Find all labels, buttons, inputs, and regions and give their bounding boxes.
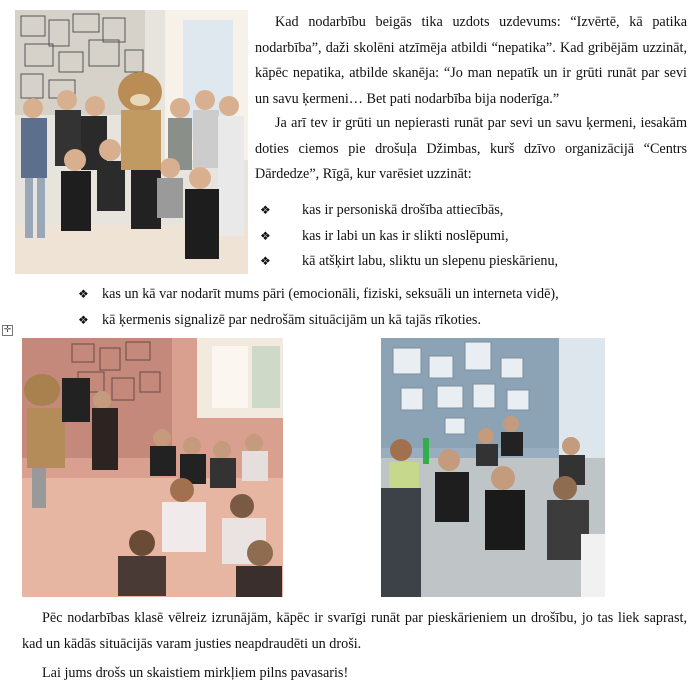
list-item: ❖ kā ķermenis signalizē par nedrošām situācijām un kā tajās rīkoties.: [78, 308, 688, 334]
topics-list-wide: [78, 282, 688, 333]
list-item: ❖ kas un kā var nodarīt mums pāri (emocionāli, fiziski, seksuāli un interneta vidē),: [78, 282, 688, 308]
bullet-diamond-icon: ❖: [260, 203, 271, 217]
classroom-photo-pink: [22, 338, 283, 597]
list-item: ❖ kas ir personiskā drošība attiecībās,: [260, 198, 680, 224]
list-item: ❖ kas ir labi un kas ir slikti noslēpumi,: [260, 224, 680, 250]
classroom-photo-blue: [381, 338, 605, 597]
classroom-photo-blue-image: [381, 338, 605, 597]
bullet-diamond-icon: ❖: [260, 228, 271, 243]
intro-paragraph-1: Kad nodarbību beigās tika uzdots uzdevums: “Izvērtē, kā patika nodarbība”, daži skolēni atzīmēja atbildi “nepatika”. Kad gribējām uzzināt, kāpēc nepatika, atbilde skanēja: “Jo man nepatīk un ir grūti runāt par sevi un savu ķermeni… Bet pati nodarbība bija noderīga.”: [255, 14, 687, 107]
bullet-diamond-icon: ❖: [260, 254, 271, 268]
classroom-photo-pink-image: [22, 338, 283, 597]
move-handle-icon[interactable]: ✛: [3, 325, 12, 335]
topics-list-narrow: [260, 198, 680, 275]
intro-paragraph-2: Ja arī tev ir grūti un nepierasti runāt par sevi un savu ķermeni, iesakām doties ciemos pie drošuļa Džimbas, kurš dzīvo organizācijā “Centrs Dārdedze”, Rīgā, kur varēsiet uzzināt:: [255, 115, 687, 182]
bullet-diamond-icon: ❖: [78, 312, 89, 327]
bullet-diamond-icon: ❖: [78, 287, 89, 301]
group-photo-image: [15, 10, 248, 274]
closing-paragraph-1: Pēc nodarbības klasē vēlreiz izrunājām, kāpēc ir svarīgi runāt par pieskārieniem un drošību, jo tas liek saprast, kad un kādās situācijās varam justies neapdraudēti un droši.: [22, 610, 687, 652]
list-item: ❖ kā atšķirt labu, sliktu un slepenu pieskārienu,: [260, 249, 680, 275]
group-photo: [15, 10, 248, 274]
closing-paragraph-2: Lai jums drošs un skaistiem mirkļiem pilns pavasaris!: [42, 665, 349, 681]
